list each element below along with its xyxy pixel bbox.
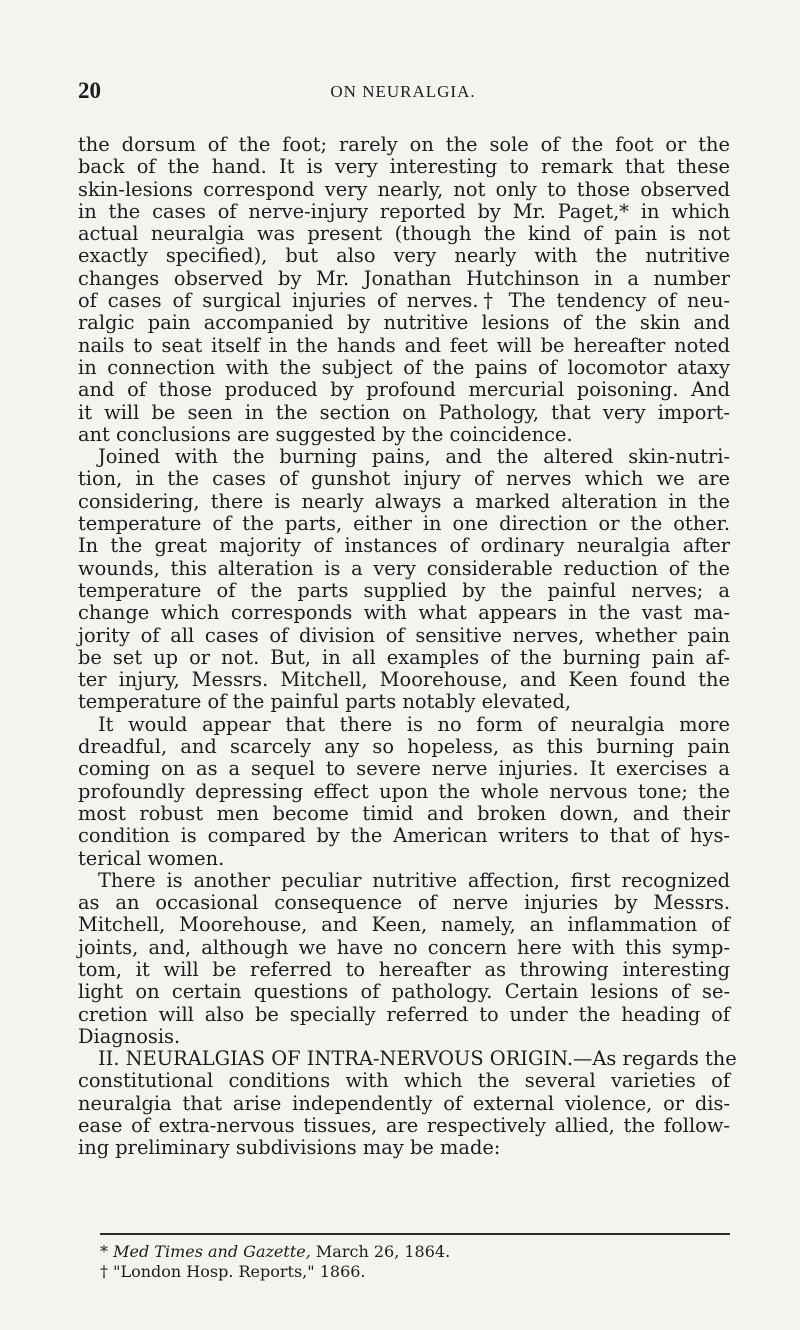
text-line: Diagnosis. — [78, 1024, 181, 1048]
footnotes — [100, 1242, 720, 1282]
text-line: temperature of the parts, either in one direction or the other. — [78, 512, 730, 536]
text-line: in connection with the subject of the pains of locomotor ataxy — [78, 355, 730, 379]
text-line: most robust men become timid and broken down, and their — [78, 801, 730, 825]
section-heading-line: II. NEURALGIAS OF INTRA-NERVOUS ORIGIN.—As regards the — [98, 1047, 737, 1071]
text-line: temperature of the parts supplied by the painful nerves; a — [78, 578, 730, 602]
text-line: it will be seen in the section on Pathology, that very import- — [78, 400, 730, 424]
text-line: considering, there is nearly always a marked alteration in the — [78, 489, 730, 513]
text-line: ease of extra-nervous tissues, are respectively allied, the follow- — [78, 1114, 730, 1138]
text-line: nails to seat itself in the hands and feet will be hereafter noted — [78, 333, 730, 357]
paragraph-start: There is another peculiar nutritive affection, first recognized — [98, 868, 730, 892]
text-line: ant conclusions are suggested by the coincidence. — [78, 422, 573, 446]
footnote-rule — [100, 1233, 730, 1235]
text-line: exactly specified), but also very nearly with the nutritive — [78, 244, 730, 268]
footnote-marker: † — [100, 1262, 108, 1281]
text-line: dreadful, and scarcely any so hopeless, as this burning pain — [78, 735, 730, 759]
text-line: cretion will also be specially referred to under the heading of — [78, 1002, 730, 1026]
text-line: tom, it will be referred to hereafter as throwing interesting — [78, 957, 730, 981]
body-text — [78, 133, 737, 1160]
running-title: ON NEURALGIA. — [330, 82, 476, 101]
text-line: changes observed by Mr. Jonathan Hutchinson in a number — [78, 266, 730, 290]
text-line: neuralgia that arise independently of external violence, or dis- — [78, 1091, 730, 1115]
text-line: ing preliminary subdivisions may be made: — [78, 1136, 501, 1160]
text-line: ter injury, Messrs. Mitchell, Moorehouse, and Keen found the — [78, 668, 730, 692]
text-line: and of those produced by profound mercurial poisoning. And — [78, 378, 730, 402]
footnote-source: Med Times and Gazette, — [113, 1242, 311, 1261]
text-line: in the cases of nerve-injury reported by Mr. Paget,* in which — [78, 199, 730, 223]
paragraph-start: It would appear that there is no form of neuralgia more — [98, 712, 730, 736]
footnote-date: March 26, 1864. — [315, 1242, 451, 1261]
running-head — [78, 78, 728, 108]
text-line: as an occasional consequence of nerve injuries by Messrs. — [78, 891, 730, 915]
text-line: joints, and, although we have no concern here with this symp- — [78, 935, 730, 959]
footnote-2 — [100, 1262, 720, 1282]
text-line: terical women. — [78, 846, 225, 870]
page-number: 20 — [78, 78, 101, 103]
text-line: Mitchell, Moorehouse, and Keen, namely, an inflammation of — [78, 913, 730, 937]
text-line: temperature of the painful parts notably elevated, — [78, 690, 572, 714]
text-line: tion, in the cases of gunshot injury of nerves which we are — [78, 467, 730, 491]
text-line: constitutional conditions with which the several varieties of — [78, 1069, 730, 1093]
text-line: light on certain questions of pathology. Certain lesions of se- — [78, 980, 730, 1004]
text-line: back of the hand. It is very interesting to remark that these — [78, 155, 730, 179]
footnote-1 — [100, 1242, 720, 1262]
text-line: the dorsum of the foot; rarely on the sole of the foot or the — [78, 133, 730, 156]
text-line: change which corresponds with what appears in the vast ma- — [78, 601, 730, 625]
text-line: ralgic pain accompanied by nutritive lesions of the skin and — [78, 311, 730, 335]
text-line: In the great majority of instances of ordinary neuralgia after — [78, 534, 730, 558]
text-line: condition is compared by the American writers to that of hys- — [78, 824, 730, 848]
text-line: coming on as a sequel to severe nerve injuries. It exercises a — [78, 757, 730, 781]
text-line: of cases of surgical injuries of nerves.† The tendency of neu- — [78, 289, 730, 313]
text-line: jority of all cases of division of sensitive nerves, whether pain — [78, 623, 730, 647]
text-line: skin-lesions correspond very nearly, not only to those observed — [78, 177, 730, 201]
paragraph-start: Joined with the burning pains, and the altered skin-nutri- — [98, 445, 730, 469]
footnote-marker: * — [100, 1242, 108, 1261]
text-line: actual neuralgia was present (though the kind of pain is not — [78, 222, 730, 246]
footnote-text: "London Hosp. Reports," 1866. — [113, 1262, 366, 1281]
text-line: be set up or not. But, in all examples of the burning pain af- — [78, 645, 730, 669]
text-line: profoundly depressing effect upon the whole nervous tone; the — [78, 779, 730, 803]
text-line: wounds, this alteration is a very considerable reduction of the — [78, 556, 730, 580]
